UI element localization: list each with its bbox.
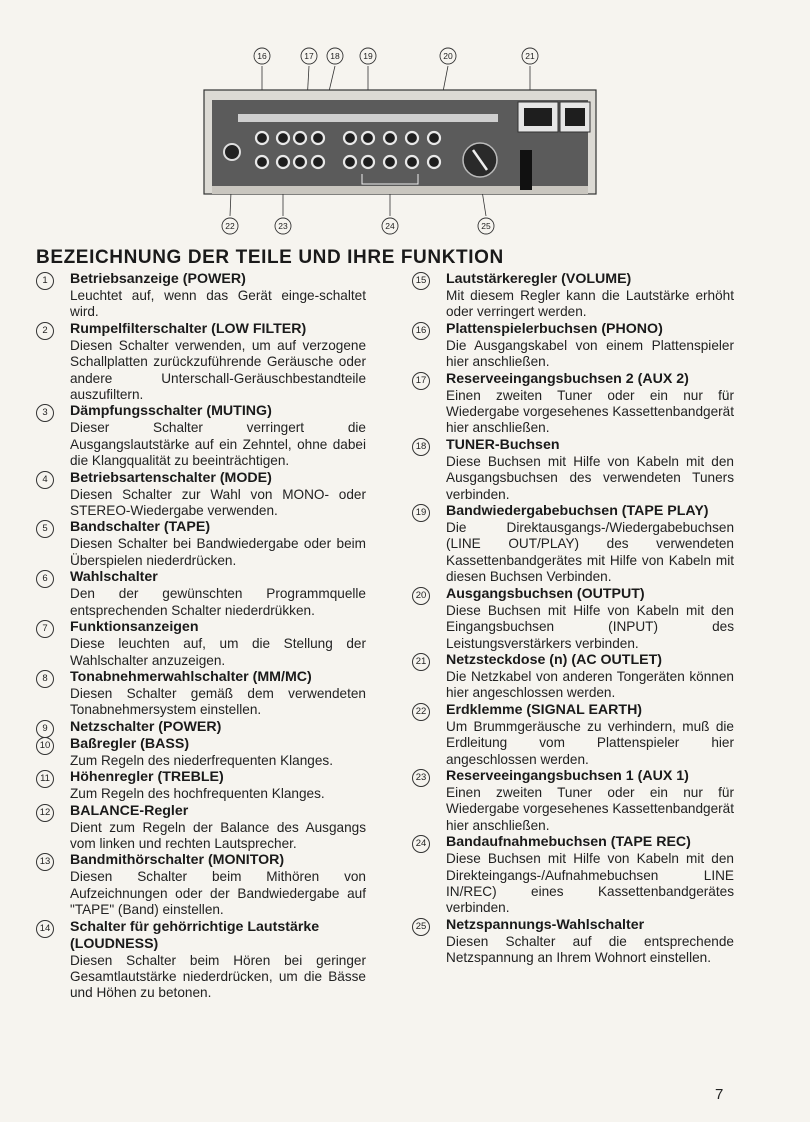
item-number: 9 <box>36 720 54 738</box>
part-item-4 <box>36 470 366 520</box>
item-number: 22 <box>412 703 430 721</box>
item-number: 18 <box>412 438 430 456</box>
part-item-10 <box>36 736 366 769</box>
item-title: Tonabnehmerwahlschalter (MM/MC) <box>70 668 312 685</box>
part-item-5 <box>36 519 366 569</box>
item-description: Diesen Schalter verwenden, um auf verzogene Schallplatten zurückzuführende Geräusche oder andere Unterschall-Geräuschbestandteile auszufiltern. <box>70 337 366 403</box>
item-title: Reserveeingangsbuchsen 2 (AUX 2) <box>446 370 689 387</box>
item-description: Die Direktausgangs-/Wiedergabebuchsen (LINE OUT/PLAY) des verwendeten Kassettenbandgerätes mit Hilfe von Kabeln mit diesen Buchsen Verbinden. <box>446 520 734 585</box>
item-description: Diese Buchsen mit Hilfe von Kabeln mit den Direkteingangs-/Aufnahmebuchsen LINE IN/REC) eines Kassettenbandgerätes verbinden. <box>446 851 734 916</box>
callout-19: 19 <box>363 51 373 61</box>
item-description: Diese leuchten auf, um die Stellung der Wahlschalter anzuzeigen. <box>70 636 366 668</box>
item-number: 13 <box>36 853 54 871</box>
part-item-6 <box>36 569 366 619</box>
item-number: 17 <box>412 372 430 390</box>
item-description: Um Brummgeräusche zu verhindern, muß die Erdleitung vom Plattenspieler hier angeschlossen werden. <box>446 718 734 767</box>
parts-list-left <box>36 271 366 1002</box>
item-title: Rumpelfilterschalter (LOW FILTER) <box>70 320 307 337</box>
item-description: Diese Buchsen mit Hilfe von Kabeln mit den Eingangsbuchsen (INPUT) des Leistungsverstärkers verbinden. <box>446 602 734 651</box>
item-number: 20 <box>412 587 430 605</box>
callout-18: 18 <box>330 51 340 61</box>
part-item-18 <box>412 437 734 503</box>
item-title: Bandaufnahmebuchsen (TAPE REC) <box>446 834 691 851</box>
item-number: 1 <box>36 272 54 290</box>
item-title: Bandwiedergabebuchsen (TAPE PLAY) <box>446 503 709 520</box>
part-item-2 <box>36 321 366 404</box>
part-item-9 <box>36 719 366 736</box>
item-number: 2 <box>36 322 54 340</box>
item-number: 24 <box>412 835 430 853</box>
item-number: 25 <box>412 918 430 936</box>
item-number: 19 <box>412 504 430 522</box>
part-item-12 <box>36 803 366 853</box>
item-description: Mit diesem Regler kann die Lautstärke erhöht oder verringert werden. <box>446 288 734 320</box>
item-title: Funktionsanzeigen <box>70 619 199 636</box>
item-title: Plattenspielerbuchsen (PHONO) <box>446 320 663 337</box>
part-item-25 <box>412 917 734 967</box>
callout-21: 21 <box>525 51 535 61</box>
item-title: Netzspannungs-Wahlschalter <box>446 916 645 933</box>
part-item-7 <box>36 619 366 669</box>
item-description: Einen zweiten Tuner oder ein nur für Wiedergabe vorgesehenes Kassettenbandgerät hier anschließen. <box>446 387 734 436</box>
part-item-11 <box>36 769 366 802</box>
item-description: Die Netzkabel von anderen Tongeräten können hier angeschlossen werden. <box>446 668 734 701</box>
part-item-20 <box>412 586 734 652</box>
item-description: Einen zweiten Tuner oder ein nur für Wiedergabe vorgesehenes Kassettenbandgerät hier anschließen. <box>446 784 734 833</box>
item-number: 12 <box>36 804 54 822</box>
item-title: BALANCE-Regler <box>70 802 189 819</box>
item-title: Ausgangsbuchsen (OUTPUT) <box>446 585 645 602</box>
item-title: Betriebsartenschalter (MODE) <box>70 469 272 486</box>
item-title: Schalter für gehörrichtige Lautstärke (LOUDNESS) <box>70 918 320 952</box>
item-number: 7 <box>36 620 54 638</box>
item-title: TUNER-Buchsen <box>446 436 560 453</box>
callout-20: 20 <box>443 51 453 61</box>
part-item-3 <box>36 403 366 469</box>
parts-list-right <box>412 271 734 967</box>
part-item-21 <box>412 652 734 702</box>
page-number: 7 <box>715 1086 724 1103</box>
item-number: 21 <box>412 653 430 671</box>
part-item-17 <box>412 371 734 437</box>
callout-17: 17 <box>304 51 314 61</box>
item-title: Baßregler (BASS) <box>70 735 190 752</box>
item-description: Zum Regeln des niederfrequenten Klanges. <box>70 752 333 768</box>
item-number: 14 <box>36 920 54 938</box>
part-item-13 <box>36 852 366 918</box>
item-number: 23 <box>412 769 430 787</box>
item-number: 16 <box>412 322 430 340</box>
item-title: Bandmithörschalter (MONITOR) <box>70 852 285 869</box>
item-number: 10 <box>36 737 54 755</box>
section-title: BEZEICHNUNG DER TEILE UND IHRE FUNKTION <box>36 247 504 268</box>
label-strip <box>238 114 498 122</box>
item-number: 8 <box>36 670 54 688</box>
part-item-24 <box>412 834 734 917</box>
item-description: Diesen Schalter gemäß dem verwendeten Tonabnehmersystem einstellen. <box>70 685 366 718</box>
item-title: Höhenregler (TREBLE) <box>70 769 224 786</box>
item-number: 4 <box>36 471 54 489</box>
part-item-15 <box>412 271 734 321</box>
item-description: Die Ausgangskabel von einem Plattenspieler hier anschließen. <box>446 337 734 370</box>
item-number: 5 <box>36 520 54 538</box>
rear-panel-diagram <box>190 38 610 240</box>
callout-22: 22 <box>225 221 235 231</box>
callout-25: 25 <box>481 221 491 231</box>
item-title: Dämpfungsschalter (MUTING) <box>70 403 272 420</box>
item-description: Diesen Schalter bei Bandwiedergabe oder beim Überspielen niederdrücken. <box>70 536 366 568</box>
item-description: Zum Regeln des hochfrequenten Klanges. <box>70 786 325 802</box>
part-item-14 <box>36 919 366 1002</box>
item-title: Reserveeingangsbuchsen 1 (AUX 1) <box>446 767 689 784</box>
item-number: 3 <box>36 404 54 422</box>
callout-23: 23 <box>278 221 288 231</box>
item-title: Erdklemme (SIGNAL EARTH) <box>446 701 643 718</box>
item-description: Dieser Schalter verringert die Ausgangslautstärke auf ein Zehntel, ohne dabei die Klangqualität zu beeinträchtigen. <box>70 420 366 469</box>
ground-terminal <box>224 144 240 160</box>
item-title: Lautstärkeregler (VOLUME) <box>446 271 632 287</box>
power-cord <box>520 150 532 190</box>
item-number: 15 <box>412 272 430 290</box>
item-title: Netzsteckdose (n) (AC OUTLET) <box>446 651 662 668</box>
item-description: Diesen Schalter zur Wahl von MONO- oder STEREO-Wiedergabe verwenden. <box>70 486 366 519</box>
item-description: Den der gewünschten Programmquelle entsprechenden Schalter niederdrükken. <box>70 586 366 618</box>
callout-16: 16 <box>257 51 267 61</box>
callout-24: 24 <box>385 221 395 231</box>
part-item-1 <box>36 271 366 321</box>
item-title: Betriebsanzeige (POWER) <box>70 271 246 287</box>
part-item-8 <box>36 669 366 719</box>
item-number: 6 <box>36 570 54 588</box>
item-description: Diesen Schalter auf die entsprechende Netzspannung an Ihrem Wohnort einstellen. <box>446 933 734 966</box>
item-description: Dient zum Regeln der Balance des Ausgangs vom linken und rechten Lautsprecher. <box>70 819 366 851</box>
item-description: Diesen Schalter beim Mithören von Aufzeichnungen oder der Bandwiedergabe auf "TAPE" (Band) einstellen. <box>70 869 366 918</box>
item-description: Diesen Schalter beim Hören bei geringer Gesamtlautstärke niederdrücken, um die Bässe und Höhen zu betonen. <box>70 952 366 1001</box>
part-item-22 <box>412 702 734 768</box>
item-title: Bandschalter (TAPE) <box>70 519 211 536</box>
item-number: 11 <box>36 770 54 788</box>
item-title: Wahlschalter <box>70 569 158 586</box>
item-title: Netzschalter (POWER) <box>70 718 222 735</box>
item-description: Leuchtet auf, wenn das Gerät einge-schaltet wird. <box>70 288 366 320</box>
item-description: Diese Buchsen mit Hilfe von Kabeln mit den Ausgangsbuchsen des verwendeten Tuners verbinden. <box>446 453 734 502</box>
part-item-23 <box>412 768 734 834</box>
part-item-19 <box>412 503 734 586</box>
part-item-16 <box>412 321 734 371</box>
